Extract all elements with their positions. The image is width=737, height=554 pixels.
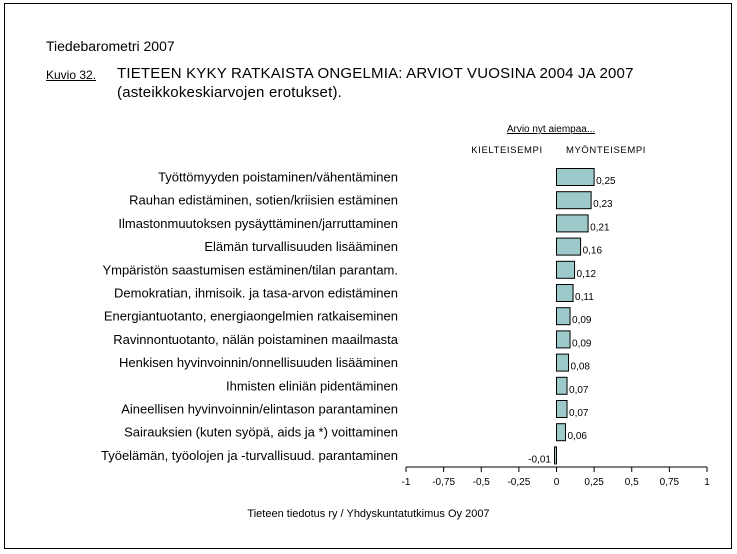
value-label: 0,12 <box>576 268 597 280</box>
value-label: 0,21 <box>590 222 610 234</box>
category-label: Ihmisten eliniän pidentäminen <box>226 378 398 394</box>
bar <box>557 424 566 441</box>
x-tick-label: 1 <box>704 477 710 488</box>
value-label: 0,23 <box>593 199 613 211</box>
bar <box>557 215 589 232</box>
value-label: 0,06 <box>567 431 587 443</box>
bar <box>557 261 575 278</box>
x-tick-label: -0,5 <box>472 477 490 488</box>
value-label: 0,07 <box>569 384 589 396</box>
value-label: 0,09 <box>572 338 592 350</box>
bars-layer <box>101 169 616 466</box>
x-tick-label: -0,25 <box>507 477 531 488</box>
category-label: Ympäristön saastumisen estäminen/tilan parantam. <box>102 262 398 278</box>
category-label: Henkisen hyvinvoinnin/onnellisuuden lisääminen <box>119 355 398 371</box>
x-tick-label: -1 <box>401 477 411 488</box>
x-tick-label: 0 <box>553 477 560 488</box>
bar <box>557 285 574 302</box>
bar <box>557 238 581 255</box>
category-label: Rauhan edistäminen, sotien/kriisien estäminen <box>129 192 398 208</box>
footer-credit: Tieteen tiedotus ry / Yhdyskuntatutkimus Oy 2007 <box>247 508 490 520</box>
value-label: 0,25 <box>596 176 616 187</box>
bar <box>557 401 568 418</box>
category-label: Ravinnontuotanto, nälän poistaminen maailmasta <box>113 331 398 347</box>
x-tick-label: 0,25 <box>584 477 604 488</box>
category-label: Työttömyyden poistaminen/vähentäminen <box>158 169 398 185</box>
x-tick-label: 0,5 <box>624 477 639 488</box>
x-tick-label: 0,75 <box>659 477 680 488</box>
chart-header: Arvio nyt aiempaa... <box>506 124 596 135</box>
bar <box>557 354 569 371</box>
x-tick-label: -0,75 <box>432 477 456 488</box>
bar <box>557 377 568 394</box>
category-label: Aineellisen hyvinvoinnin/elintason parantaminen <box>121 401 398 417</box>
figure-title: TIETEEN KYKY RATKAISTA ONGELMIA: ARVIOT VUOSINA 2004 JA 2007 (asteikkokeskiarvojen erotukset). <box>117 65 634 101</box>
source-label: Tiedebarometri 2007 <box>46 38 175 54</box>
value-label: 0,07 <box>569 408 589 419</box>
value-label: -0,01 <box>528 454 551 466</box>
bar <box>555 447 557 464</box>
negative-side-label: KIELTEISEMPI <box>471 145 543 156</box>
bar <box>557 192 592 209</box>
figure-label: Kuvio 32. <box>46 68 97 82</box>
category-label: Ilmastonmuutoksen pysäyttäminen/jarruttaminen <box>118 215 398 231</box>
value-label: 0,11 <box>575 292 594 303</box>
value-label: 0,08 <box>570 361 591 373</box>
category-label: Demokratian, ihmisoik. ja tasa-arvon edistäminen <box>114 285 398 301</box>
bar <box>557 169 595 186</box>
value-label: 0,09 <box>572 315 592 327</box>
bar <box>557 308 571 325</box>
x-axis <box>402 467 711 488</box>
category-label: Työelämän, työolojen ja -turvallisuud. parantaminen <box>100 447 398 463</box>
positive-side-label: MYÖNTEISEMPI <box>565 145 647 156</box>
category-label: Sairauksien (kuten syöpä, aids ja *) voittaminen <box>124 424 398 440</box>
category-label: Energiantuotanto, energiaongelmien ratkaiseminen <box>103 308 398 324</box>
category-label: Elämän turvallisuuden lisääminen <box>204 239 398 255</box>
value-label: 0,16 <box>582 245 603 257</box>
bar <box>557 331 571 348</box>
